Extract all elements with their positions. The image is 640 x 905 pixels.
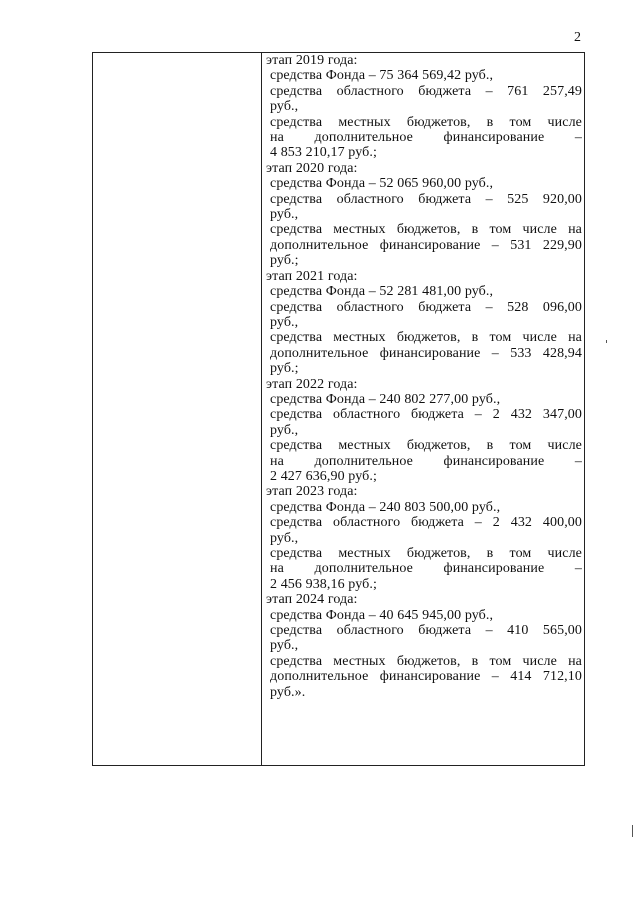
funding-line: средства местных бюджетов, в том числе на <box>270 653 582 669</box>
stage-block <box>262 269 584 377</box>
funding-line: средства областного бюджета – 410 565,00 <box>270 623 582 639</box>
funding-line: 2 456 938,16 руб.; <box>270 576 377 592</box>
funding-line: средства областного бюджета – 2 432 347,00 <box>270 407 582 423</box>
stage-title: этап 2024 года: <box>266 592 358 608</box>
funding-line: руб., <box>270 638 299 654</box>
funding-line: средства местных бюджетов, в том числе на <box>270 222 582 238</box>
stage-title: этап 2021 года: <box>266 268 358 284</box>
funding-line: на дополнительное финансирование – <box>270 453 582 469</box>
funding-line: дополнительное финансирование – 533 428,94 <box>270 345 582 361</box>
stage-title: этап 2022 года: <box>266 376 358 392</box>
funding-line: средства местных бюджетов, в том числе на <box>270 330 582 346</box>
empty-left-cell <box>93 53 262 765</box>
funding-line: руб., <box>270 530 299 546</box>
funding-line: средства Фонда – 52 065 960,00 руб., <box>270 176 494 192</box>
stage-block <box>262 592 584 700</box>
funding-line: средства областного бюджета – 761 257,49 <box>270 83 582 99</box>
scan-artifact <box>606 340 607 343</box>
stage-block <box>262 53 584 161</box>
funding-line: дополнительное финансирование – 531 229,90 <box>270 237 582 253</box>
stage-block <box>262 484 584 592</box>
funding-line: руб., <box>270 99 299 115</box>
funding-line: руб., <box>270 314 299 330</box>
funding-line: на дополнительное финансирование – <box>270 561 582 577</box>
financing-table <box>92 52 585 766</box>
funding-line: руб., <box>270 207 299 223</box>
scan-artifact <box>632 825 633 837</box>
stage-title: этап 2019 года: <box>266 53 358 68</box>
funding-line: средства местных бюджетов, в том числе <box>270 114 582 130</box>
stage-title: этап 2020 года: <box>266 160 358 176</box>
financing-cell <box>262 53 584 765</box>
funding-line: средства местных бюджетов, в том числе <box>270 438 582 454</box>
funding-line: средства Фонда – 40 645 945,00 руб., <box>270 607 494 623</box>
funding-line: 2 427 636,90 руб.; <box>270 468 377 484</box>
funding-line: дополнительное финансирование – 414 712,10 <box>270 669 582 685</box>
funding-line: средства областного бюджета – 525 920,00 <box>270 191 582 207</box>
funding-line: руб.; <box>270 253 299 269</box>
funding-line: средства областного бюджета – 2 432 400,00 <box>270 515 582 531</box>
page-number: 2 <box>574 30 581 45</box>
stage-block <box>262 377 584 485</box>
funding-line: средства областного бюджета – 528 096,00 <box>270 299 582 315</box>
funding-line: руб.». <box>270 684 306 700</box>
funding-line: на дополнительное финансирование – <box>270 130 582 146</box>
funding-line: руб.; <box>270 361 299 377</box>
stage-title: этап 2023 года: <box>266 484 358 500</box>
stage-block <box>262 161 584 269</box>
funding-line: средства Фонда – 240 803 500,00 руб., <box>270 499 501 515</box>
funding-line: средства Фонда – 75 364 569,42 руб., <box>270 68 494 84</box>
funding-line: 4 853 210,17 руб.; <box>270 145 377 161</box>
funding-line: средства Фонда – 240 802 277,00 руб., <box>270 391 501 407</box>
funding-line: руб., <box>270 422 299 438</box>
funding-line: средства Фонда – 52 281 481,00 руб., <box>270 284 494 300</box>
funding-line: средства местных бюджетов, в том числе <box>270 546 582 561</box>
